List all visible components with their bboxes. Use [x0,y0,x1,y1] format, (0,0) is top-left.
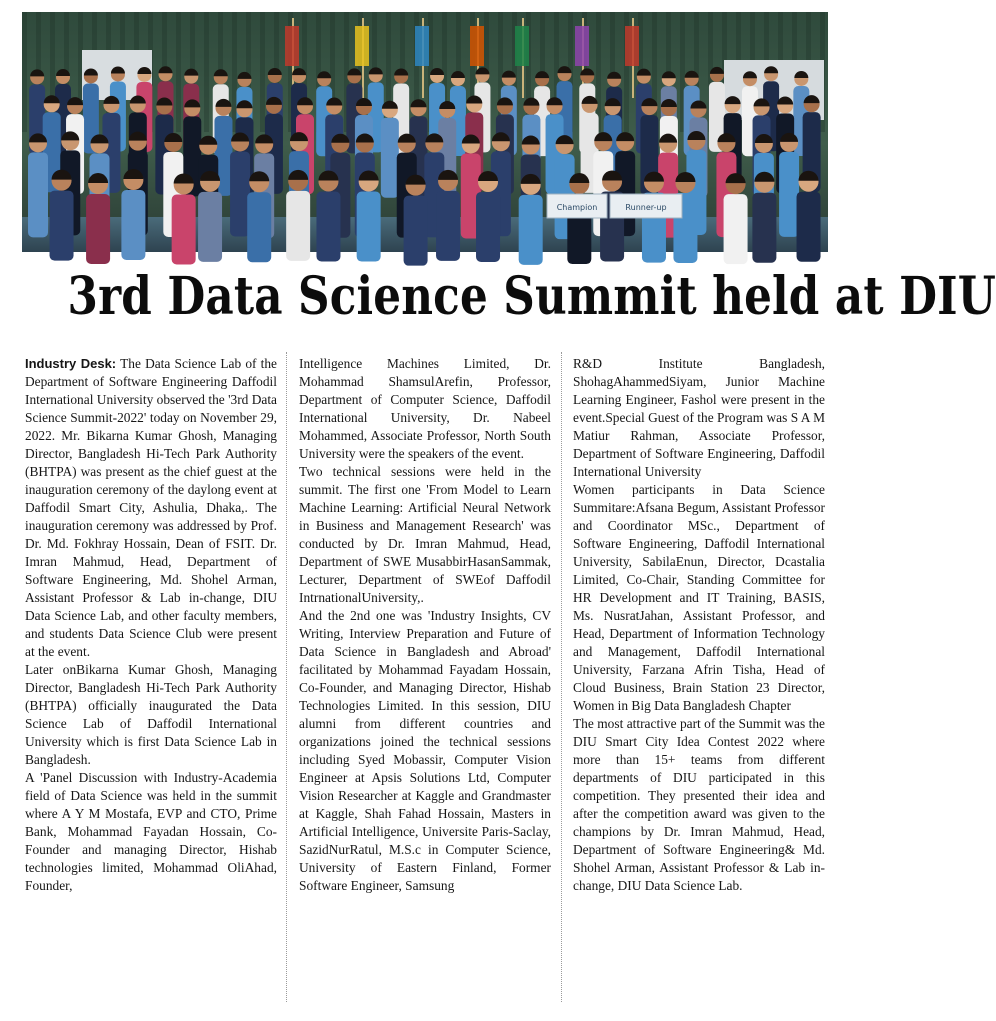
photo-person [724,173,748,264]
photo-person [28,133,48,237]
column-separator [561,352,562,1002]
paragraph: Later onBikarna Kumar Ghosh, Managing Director, Bangladesh Hi-Tech Park Authority (BHTPA) officially inaugurated the Data Science Lab of Daffodil International University which is first Data Science Lab in Bangladesh. [25,662,277,767]
runner-up-banner [610,194,682,218]
paragraph: Two technical sessions were held in the summit. The first one 'From Model to Learn Machine Learning: Artificial Neural Network in Business and Management Research' was conducted by Dr. Imran Mahmud, Head, Department of SWE MusabbirHasanSammak, Lecturer, Department of SWEof Daffodil IntrnationalUniversity,. [299,464,551,605]
photo-person [86,173,110,264]
photo-person [198,171,222,262]
photo-person [779,133,799,237]
article-column-1 [25,355,277,1005]
photo-person [797,171,821,262]
photo-person [519,174,543,265]
group-photo [22,12,828,252]
runner-up-banner-text: Runner-up [625,203,667,212]
paragraph: The most attractive part of the Summit was the DIU Smart City Idea Contest 2022 where more than 15+ teams from different departments of DIU participated in this competition. They presented their idea and after the competition award was given to the champions by Dr. Imran Mahmud, Head, Department of Software Engineering& Md. Shohel Arman, Assistant Professor & Lab in-change, DIU Data Science Lab. [573,716,825,893]
paragraph: A 'Panel Discussion with Industry-Academia field of Data Science was held in the summit where A Y M Mostafa, EVP and CTO, Prime Bank, Mohammad Fayadan Hossain, Co-Founder and managing Director, Hishab technologies limited, Mohammad OliAhad, Founder, [25,770,277,893]
photo-person [404,175,428,266]
photo-person [316,170,340,261]
column-separator [286,352,287,1002]
headline: 3rd Data Science Summit held at DIU [67,266,996,327]
paragraph: Intelligence Machines Limited, Dr. Mohammad ShamsulArefin, Professor, Department of Computer Science, Daffodil International University, Dr. Nabeel Mohammed, Associate Professor, North South University were the speakers of the event. [299,356,551,461]
photo-person [476,171,500,262]
paragraph: R&D Institute Bangladesh, ShohagAhammedSiyam, Junior Machine Learning Engineer, Fashol were present in the event.Special Guest of the Program was S A M Matiur Rahman, Associate Professor, Department of Software Engineering, Daffodil International University [573,356,825,479]
photo-person [121,169,145,260]
photo-person [567,173,591,264]
photo-person [357,171,381,262]
champion-banner-text: Champion [556,203,598,212]
article-column-3 [573,355,825,1005]
paragraph-text: The Data Science Lab of the Department of Software Engineering Daffodil International University observed the '3rd Data Science Summit-2022' today on November 29, 2022. Mr. Bikarna Kumar Ghosh, Managing Director, Bangladesh Hi-Tech Park Authority (BHTPA) was present as the chief guest at the inauguration ceremony of the daylong event at Daffodil Smart City, Ashulia, Dhaka,. The inauguration ceremony was addressed by Prof. Dr. Md. Fokhray Hossain, Dean of FSIT. Dr. Imran Mahmud, Head, Department of Software Engineering, Md. Shohel Arman, Assistant Professor & Lab in-change, DIU Data Science Lab, and other faculty members, and students Data Science Club were present at the event. [25,356,277,659]
paragraph: Women participants in Data Science Summitare:Afsana Begum, Assistant Professor and Coordinator MSc., Department of Software Engineering, Daffodil International University, SabilaEnun, Director, Dcastalia Limited, Co-Chair, Standing Committee for HR Development and IT Training, BASIS, Ms. NusratJahan, Assistant Professor, and Head, Department of Information Technology and Management, Daffodil International University, Farzana Afrin Tisha, Head of Cloud Business, Brain Station 23 Director, Women in Big Data Bangladesh Chapter [573,482,825,713]
photo-person [247,171,271,262]
photo-person [230,132,250,236]
group-photo-illustration [22,12,828,252]
photo-person [50,170,74,261]
byline: Industry Desk: [25,356,117,371]
article-column-2 [299,355,551,1005]
paragraph: And the 2nd one was 'Industry Insights, CV Writing, Interview Preparation and Future of Data Science in Bangladesh and Abroad' facilitated by Mohammad Fayadam Hossain, Co-Founder, and Managing Director, Hishab Technologies Limited. In this session, DIU alumni from different countries and organizations joined the technical sessions including Syed Mobassir, Computer Vision Engineer at Apsis Solutions Ltd, Computer Vision Researcher at Kaggle and Grandmaster at Kaggle, Shah Fahad Hossain, Masters in Artificial Intelligence, Universite Paris-Saclay, SazidNurRatul, M.S.c in Computer Science, University of Eastern Finland, Former Software Engineer, Samsung [299,608,551,893]
photo-person [436,170,460,261]
champion-banner [547,194,607,218]
photo-person [752,172,776,263]
paragraph [25,355,277,661]
photo-person [172,174,196,265]
photo-person [286,170,310,261]
